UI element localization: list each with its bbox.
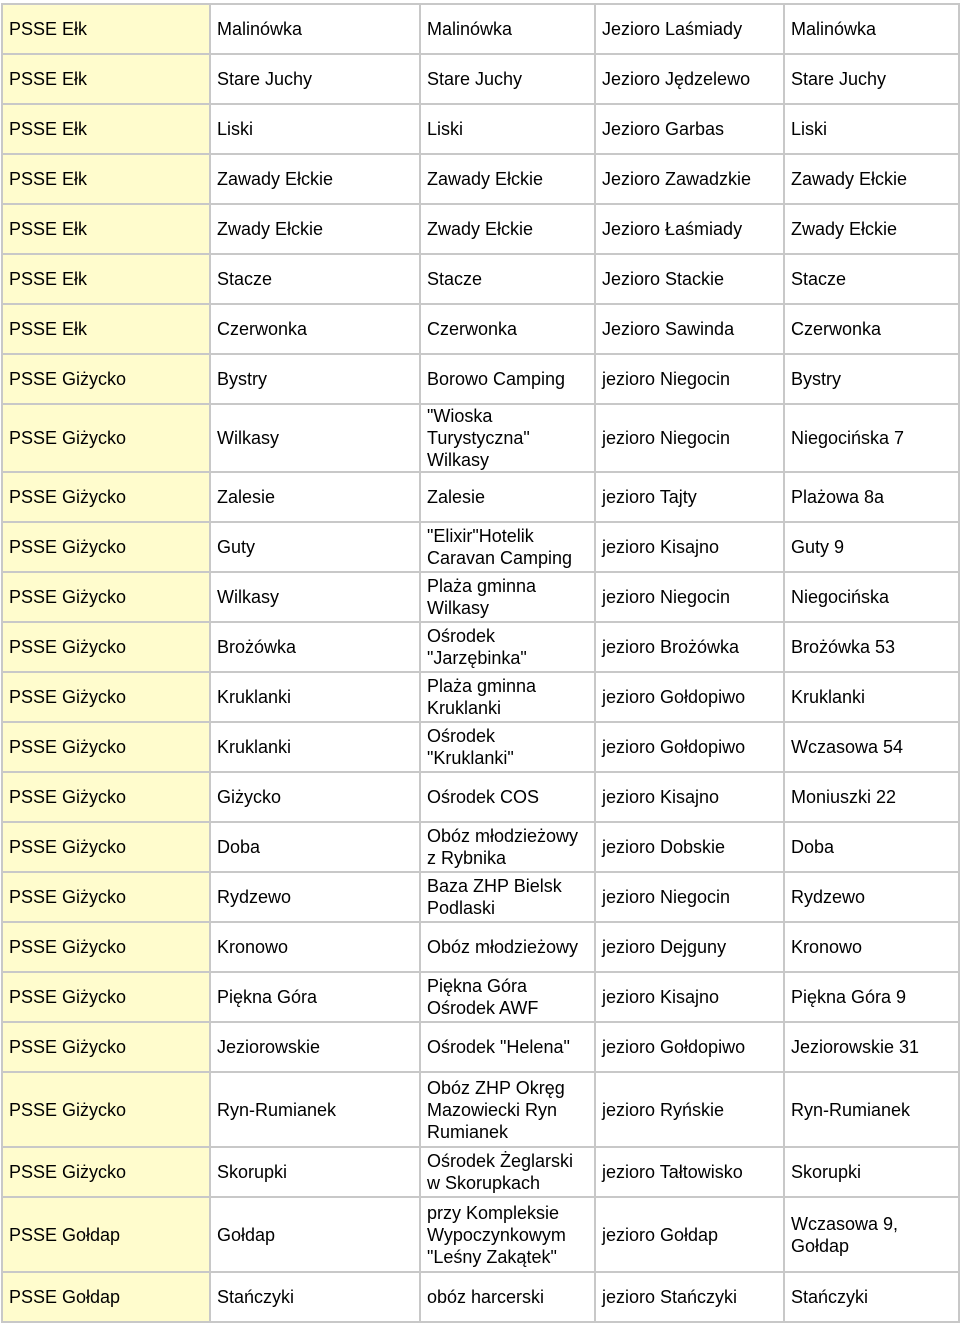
address-cell: Wczasowa 9, Gołdap <box>784 1197 959 1272</box>
locality-cell: Czerwonka <box>210 304 420 354</box>
table-row <box>2 154 959 204</box>
water-body-cell: jezioro Brożówka <box>595 622 784 672</box>
station-cell: PSSE Gołdap <box>2 1272 210 1322</box>
water-body-cell: Jezioro Laśmiady <box>595 4 784 54</box>
station-cell: PSSE Giżycko <box>2 1022 210 1072</box>
station-cell: PSSE Ełk <box>2 4 210 54</box>
locality-cell: Guty <box>210 522 420 572</box>
locality-cell: Stacze <box>210 254 420 304</box>
site-cell: Plaża gminna Wilkasy <box>420 572 595 622</box>
site-cell: Obóz młodzieżowy <box>420 922 595 972</box>
address-cell: Stare Juchy <box>784 54 959 104</box>
locality-cell: Piękna Góra <box>210 972 420 1022</box>
table-row <box>2 1272 959 1322</box>
station-cell: PSSE Giżycko <box>2 1147 210 1197</box>
locality-cell: Malinówka <box>210 4 420 54</box>
station-cell: PSSE Giżycko <box>2 772 210 822</box>
station-cell: PSSE Ełk <box>2 304 210 354</box>
site-cell: Ośrodek COS <box>420 772 595 822</box>
table-row <box>2 204 959 254</box>
locality-cell: Rydzewo <box>210 872 420 922</box>
address-cell: Wczasowa 54 <box>784 722 959 772</box>
locality-cell: Ryn-Rumianek <box>210 1072 420 1147</box>
locality-cell: Giżycko <box>210 772 420 822</box>
station-cell: PSSE Giżycko <box>2 572 210 622</box>
station-cell: PSSE Gołdap <box>2 1197 210 1272</box>
address-cell: Stańczyki <box>784 1272 959 1322</box>
table-row <box>2 304 959 354</box>
station-cell: PSSE Ełk <box>2 54 210 104</box>
address-cell: Moniuszki 22 <box>784 772 959 822</box>
address-cell: Zawady Ełckie <box>784 154 959 204</box>
station-cell: PSSE Giżycko <box>2 354 210 404</box>
water-body-cell: jezioro Gołdap <box>595 1197 784 1272</box>
table-row <box>2 622 959 672</box>
water-body-cell: Jezioro Garbas <box>595 104 784 154</box>
address-cell: Czerwonka <box>784 304 959 354</box>
site-cell: Borowo Camping <box>420 354 595 404</box>
address-cell: Doba <box>784 822 959 872</box>
address-cell: Stacze <box>784 254 959 304</box>
address-cell: Skorupki <box>784 1147 959 1197</box>
station-cell: PSSE Giżycko <box>2 672 210 722</box>
site-cell: Plaża gminna Kruklanki <box>420 672 595 722</box>
table-row <box>2 1147 959 1197</box>
water-body-cell: Jezioro Łaśmiady <box>595 204 784 254</box>
locality-cell: Liski <box>210 104 420 154</box>
water-body-cell: jezioro Niegocin <box>595 404 784 472</box>
address-cell: Liski <box>784 104 959 154</box>
address-cell: Jeziorowskie 31 <box>784 1022 959 1072</box>
site-cell: Stare Juchy <box>420 54 595 104</box>
locality-cell: Stańczyki <box>210 1272 420 1322</box>
table-row <box>2 4 959 54</box>
address-cell: Kruklanki <box>784 672 959 722</box>
locality-cell: Bystry <box>210 354 420 404</box>
table-row <box>2 1072 959 1147</box>
site-cell: przy Kompleksie Wypoczynkowym "Leśny Zakątek" <box>420 1197 595 1272</box>
address-cell: Ryn-Rumianek <box>784 1072 959 1147</box>
station-cell: PSSE Giżycko <box>2 972 210 1022</box>
address-cell: Plażowa 8a <box>784 472 959 522</box>
water-body-cell: Jezioro Stackie <box>595 254 784 304</box>
locality-cell: Zalesie <box>210 472 420 522</box>
table-row <box>2 254 959 304</box>
locality-cell: Zwady Ełckie <box>210 204 420 254</box>
locality-cell: Doba <box>210 822 420 872</box>
water-body-cell: jezioro Kisajno <box>595 972 784 1022</box>
table-row <box>2 1022 959 1072</box>
water-body-cell: Jezioro Jędzelewo <box>595 54 784 104</box>
site-cell: "Elixir"Hotelik Caravan Camping <box>420 522 595 572</box>
table-body <box>2 4 959 1322</box>
water-body-cell: jezioro Niegocin <box>595 354 784 404</box>
address-cell: Bystry <box>784 354 959 404</box>
locality-cell: Kruklanki <box>210 722 420 772</box>
table-row <box>2 922 959 972</box>
station-cell: PSSE Ełk <box>2 104 210 154</box>
site-cell: Obóz ZHP Okręg Mazowiecki Ryn Rumianek <box>420 1072 595 1147</box>
address-cell: Guty 9 <box>784 522 959 572</box>
address-cell: Kronowo <box>784 922 959 972</box>
data-table <box>1 3 960 1323</box>
station-cell: PSSE Giżycko <box>2 472 210 522</box>
table-row <box>2 772 959 822</box>
water-body-cell: jezioro Tałtowisko <box>595 1147 784 1197</box>
station-cell: PSSE Ełk <box>2 154 210 204</box>
water-body-cell: jezioro Stańczyki <box>595 1272 784 1322</box>
site-cell: "Wioska Turystyczna" Wilkasy <box>420 404 595 472</box>
site-cell: Piękna Góra Ośrodek AWF <box>420 972 595 1022</box>
water-body-cell: Jezioro Sawinda <box>595 304 784 354</box>
site-cell: Ośrodek "Helena" <box>420 1022 595 1072</box>
site-cell: obóz harcerski <box>420 1272 595 1322</box>
table-row <box>2 404 959 472</box>
address-cell: Brożówka 53 <box>784 622 959 672</box>
address-cell: Rydzewo <box>784 872 959 922</box>
station-cell: PSSE Giżycko <box>2 622 210 672</box>
station-cell: PSSE Giżycko <box>2 822 210 872</box>
address-cell: Zwady Ełckie <box>784 204 959 254</box>
table-row <box>2 354 959 404</box>
water-body-cell: jezioro Gołdopiwo <box>595 1022 784 1072</box>
water-body-cell: jezioro Gołdopiwo <box>595 722 784 772</box>
table-row <box>2 972 959 1022</box>
address-cell: Niegocińska <box>784 572 959 622</box>
locality-cell: Wilkasy <box>210 404 420 472</box>
water-body-cell: jezioro Niegocin <box>595 872 784 922</box>
station-cell: PSSE Ełk <box>2 254 210 304</box>
station-cell: PSSE Giżycko <box>2 522 210 572</box>
table-row <box>2 722 959 772</box>
station-cell: PSSE Giżycko <box>2 722 210 772</box>
station-cell: PSSE Giżycko <box>2 404 210 472</box>
site-cell: Czerwonka <box>420 304 595 354</box>
locality-cell: Zawady Ełckie <box>210 154 420 204</box>
locality-cell: Kronowo <box>210 922 420 972</box>
site-cell: Ośrodek "Jarzębinka" <box>420 622 595 672</box>
water-body-cell: Jezioro Zawadzkie <box>595 154 784 204</box>
site-cell: Zalesie <box>420 472 595 522</box>
site-cell: Zawady Ełckie <box>420 154 595 204</box>
table-row <box>2 104 959 154</box>
station-cell: PSSE Giżycko <box>2 872 210 922</box>
table-row <box>2 522 959 572</box>
water-body-cell: jezioro Dobskie <box>595 822 784 872</box>
table-row <box>2 54 959 104</box>
site-cell: Zwady Ełckie <box>420 204 595 254</box>
address-cell: Malinówka <box>784 4 959 54</box>
locality-cell: Stare Juchy <box>210 54 420 104</box>
address-cell: Niegocińska 7 <box>784 404 959 472</box>
station-cell: PSSE Giżycko <box>2 922 210 972</box>
table-row <box>2 472 959 522</box>
locality-cell: Kruklanki <box>210 672 420 722</box>
site-cell: Obóz młodzieżowy z Rybnika <box>420 822 595 872</box>
water-body-cell: jezioro Kisajno <box>595 522 784 572</box>
water-body-cell: jezioro Dejguny <box>595 922 784 972</box>
locality-cell: Brożówka <box>210 622 420 672</box>
locality-cell: Skorupki <box>210 1147 420 1197</box>
site-cell: Ośrodek "Kruklanki" <box>420 722 595 772</box>
table-row <box>2 872 959 922</box>
water-body-cell: jezioro Tajty <box>595 472 784 522</box>
water-body-cell: jezioro Gołdopiwo <box>595 672 784 722</box>
water-body-cell: jezioro Niegocin <box>595 572 784 622</box>
station-cell: PSSE Giżycko <box>2 1072 210 1147</box>
locality-cell: Gołdap <box>210 1197 420 1272</box>
site-cell: Stacze <box>420 254 595 304</box>
water-body-cell: jezioro Ryńskie <box>595 1072 784 1147</box>
table-row <box>2 1197 959 1272</box>
locality-cell: Jeziorowskie <box>210 1022 420 1072</box>
table-row <box>2 672 959 722</box>
station-cell: PSSE Ełk <box>2 204 210 254</box>
site-cell: Ośrodek Żeglarski w Skorupkach <box>420 1147 595 1197</box>
table-row <box>2 822 959 872</box>
locality-cell: Wilkasy <box>210 572 420 622</box>
site-cell: Baza ZHP Bielsk Podlaski <box>420 872 595 922</box>
water-body-cell: jezioro Kisajno <box>595 772 784 822</box>
site-cell: Liski <box>420 104 595 154</box>
address-cell: Piękna Góra 9 <box>784 972 959 1022</box>
site-cell: Malinówka <box>420 4 595 54</box>
table-row <box>2 572 959 622</box>
